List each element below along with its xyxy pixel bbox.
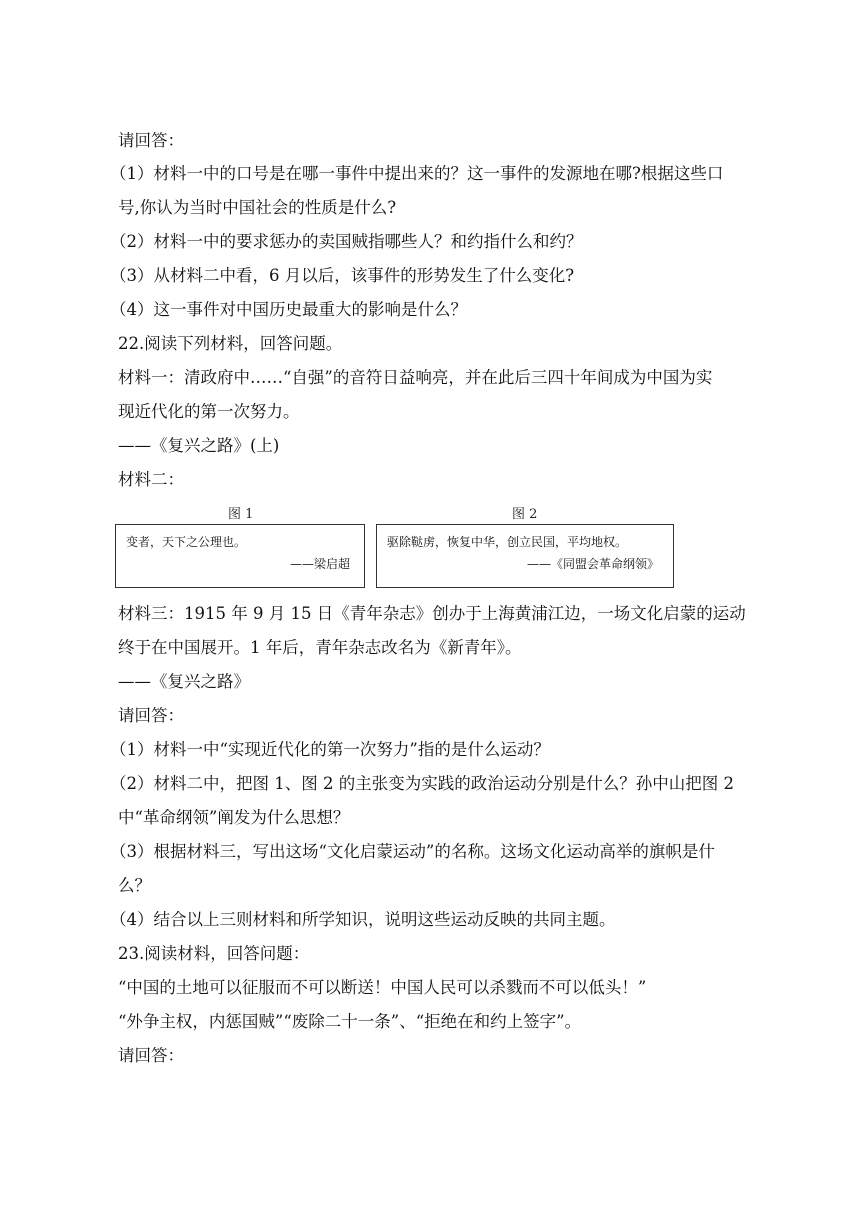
question-3: （3）从材料二中看，6 月以后，该事件的形势发生了什么变化? — [110, 266, 575, 285]
material-1-cont: 现近代化的第一次努力。 — [118, 402, 300, 421]
material-2-label: 材料二： — [118, 470, 184, 489]
figure-2-box — [376, 524, 674, 588]
prompt-answer: 请回答： — [118, 131, 184, 150]
material-3-cont: 终于在中国展开。1 年后，青年杂志改名为《新青年》。 — [118, 638, 522, 657]
prompt-answer-23: 请回答： — [118, 1046, 184, 1065]
material-1: 材料一：清政府中……“自强”的音符日益响亮，并在此后三四十年间成为中国为实 — [118, 368, 713, 387]
figure-1-text: 变者，天下之公理也。 — [126, 535, 247, 549]
question-4: （4）这一事件对中国历史最重大的影响是什么？ — [110, 300, 467, 319]
figure-2-text: 驱除鞑虏，恢复中华，创立民国，平均地权。 — [387, 535, 628, 549]
q22-3: （3）根据材料三，写出这场“文化启蒙运动”的名称。这场文化运动高举的旗帜是什 — [110, 842, 715, 861]
material-23-slogans: “外争主权，内惩国贼”“废除二十一条”、“拒绝在和约上签字”。 — [118, 1012, 582, 1031]
material-1-source: ——《复兴之路》(上) — [118, 436, 280, 455]
material-3-source: ——《复兴之路》 — [118, 672, 250, 691]
question-1: （1）材料一中的口号是在哪一事件中提出来的？这一事件的发源地在哪?根据这些口 — [110, 164, 724, 183]
figure-1-title: 图 1 — [228, 507, 254, 522]
section-22-heading: 22.阅读下列材料，回答问题。 — [118, 334, 343, 353]
figure-1-source: ——梁启超 — [289, 557, 350, 571]
material-3: 材料三：1915 年 9 月 15 日《青年杂志》创办于上海黄浦江边，一场文化启蒙的运动 — [118, 604, 746, 623]
question-1-cont: 号,你认为当时中国社会的性质是什么? — [118, 198, 397, 217]
question-2: （2）材料一中的要求惩办的卖国贼指哪些人？和约指什么和约？ — [110, 232, 583, 251]
material-23-quote: “中国的土地可以征服而不可以断送！中国人民可以杀戮而不可以低头！” — [118, 978, 647, 997]
q22-2: （2）材料二中，把图 1、图 2 的主张变为实践的政治运动分别是什么？孙中山把图 2 — [110, 774, 734, 793]
q22-4: （4）结合以上三则材料和所学知识，说明这些运动反映的共同主题。 — [110, 910, 616, 929]
q22-2-cont: 中“革命纲领”阐发为什么思想？ — [118, 808, 350, 827]
q22-3-cont: 么？ — [118, 876, 151, 895]
figure-2-source: ——《同盟会革命纲领》 — [526, 557, 659, 571]
q22-1: （1）材料一中“实现近代化的第一次努力”指的是什么运动？ — [110, 740, 550, 759]
figure-2-title: 图 2 — [512, 507, 538, 522]
figure-1-box — [115, 524, 365, 588]
prompt-answer-22: 请回答： — [118, 706, 184, 725]
section-23-heading: 23.阅读材料，回答问题： — [118, 944, 310, 963]
